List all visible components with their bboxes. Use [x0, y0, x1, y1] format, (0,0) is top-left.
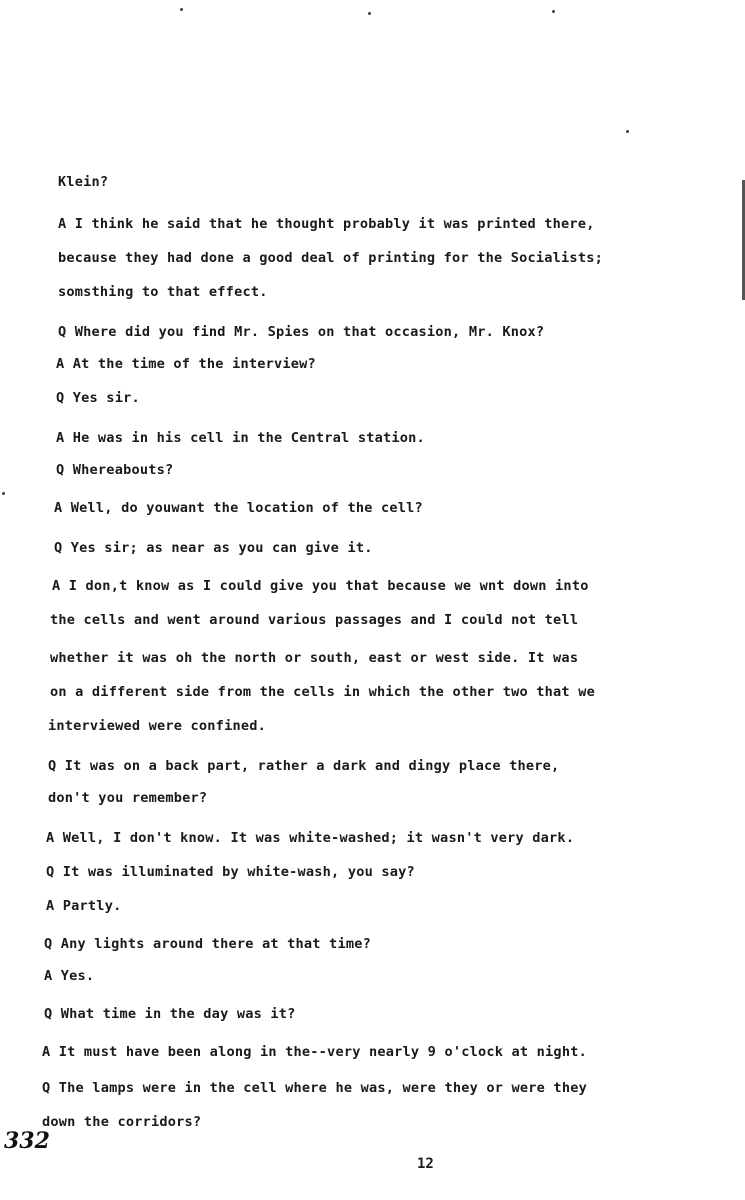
text-line: A Well, do youwant the location of the cell? — [54, 500, 423, 516]
text-line: A Well, I don't know. It was white-washed; it wasn't very dark. — [46, 830, 575, 846]
text-line: Q Whereabouts? — [56, 462, 174, 478]
text-line: A At the time of the interview? — [56, 356, 316, 372]
text-line: on a different side from the cells in which the other two that we — [50, 684, 595, 700]
scan-speck — [2, 492, 5, 495]
text-line: Q Any lights around there at that time? — [44, 936, 371, 952]
text-line: A Yes. — [44, 968, 95, 984]
text-line: Q The lamps were in the cell where he was, were they or were they — [42, 1080, 587, 1096]
text-line: don't you remember? — [48, 790, 208, 806]
scan-speck — [368, 12, 371, 15]
text-line: Q It was illuminated by white-wash, you say? — [46, 864, 415, 880]
text-line: Q Yes sir. — [56, 390, 140, 406]
text-line: A I don,t know as I could give you that because we wnt down into — [52, 578, 589, 594]
text-line: down the corridors? — [42, 1114, 202, 1130]
text-line: because they had done a good deal of printing for the Socialists; — [58, 250, 603, 266]
text-line: interviewed were confined. — [48, 718, 266, 734]
text-line: Q It was on a back part, rather a dark and dingy place there, — [48, 758, 560, 774]
text-line: Q Yes sir; as near as you can give it. — [54, 540, 373, 556]
text-line: A He was in his cell in the Central station. — [56, 430, 425, 446]
text-line: Klein? — [58, 174, 109, 190]
text-line: whether it was oh the north or south, east or west side. It was — [50, 650, 579, 666]
text-line: Q What time in the day was it? — [44, 1006, 296, 1022]
text-line: A Partly. — [46, 898, 122, 914]
text-line: somsthing to that effect. — [58, 284, 268, 300]
scan-speck — [552, 10, 555, 13]
scan-speck — [180, 8, 183, 11]
scan-speck — [626, 130, 629, 133]
page-number: 12 — [417, 1156, 434, 1172]
handwritten-page-number: 332 — [4, 1128, 50, 1154]
text-line: Q Where did you find Mr. Spies on that occasion, Mr. Knox? — [58, 324, 545, 340]
text-line: A I think he said that he thought probably it was printed there, — [58, 216, 595, 232]
text-line: A It must have been along in the--very nearly 9 o'clock at night. — [42, 1044, 587, 1060]
text-line: the cells and went around various passages and I could not tell — [50, 612, 579, 628]
